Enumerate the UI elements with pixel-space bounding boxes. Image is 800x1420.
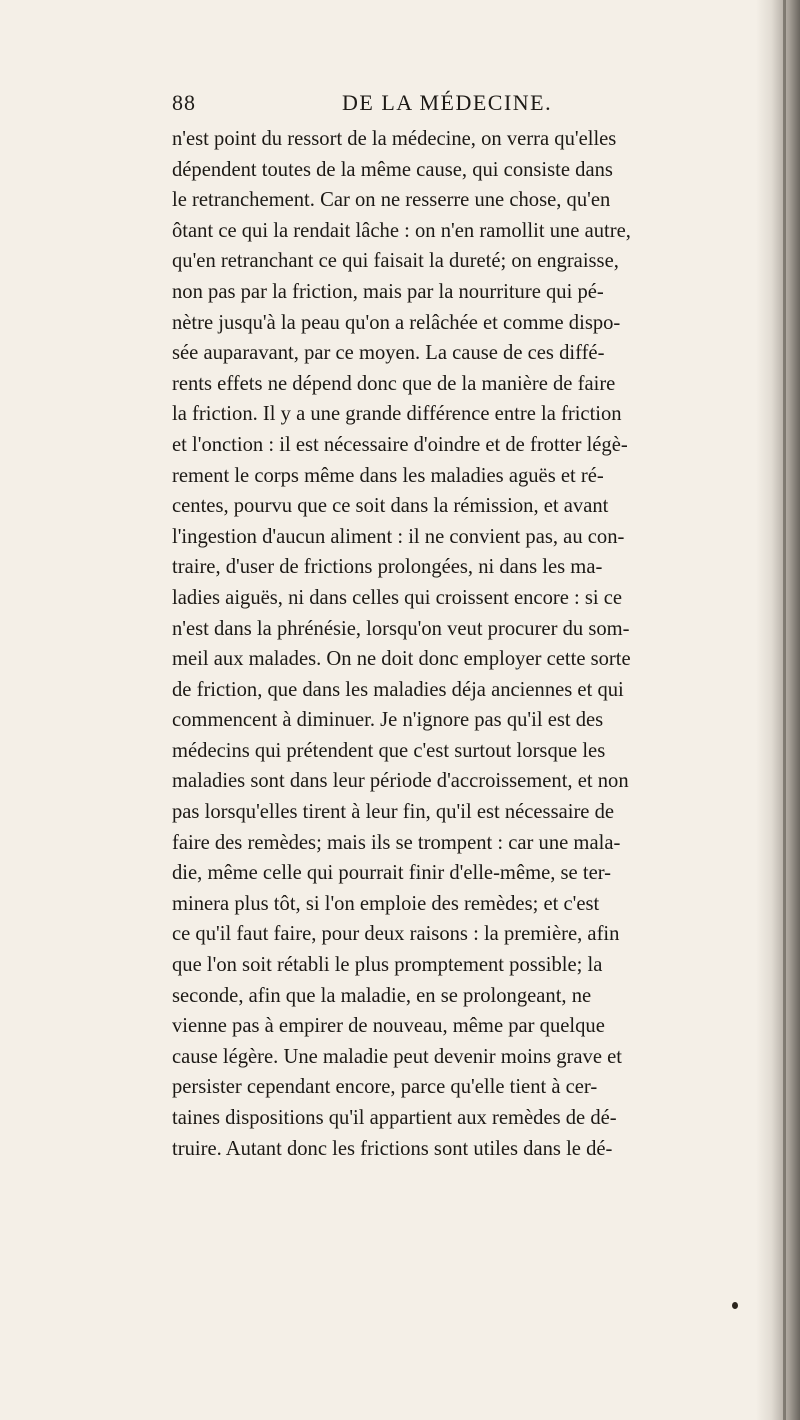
text-line: sée auparavant, par ce moyen. La cause de ces diffé- [172,342,605,365]
ink-speck [732,1302,738,1309]
text-line: ôtant ce qui la rendait lâche : on n'en ramollit une autre, [172,219,631,242]
text-line: ce qu'il faut faire, pour deux raisons : la première, afin [172,923,620,946]
text-line: truire. Autant donc les frictions sont utiles dans le dé- [172,1137,613,1160]
text-line: ladies aiguës, ni dans celles qui croissent encore : si ce [172,586,623,609]
text-line: que l'on soit rétabli le plus promptement possible; la [172,954,603,977]
text-line: taines dispositions qu'il appartient aux remèdes de dé- [172,1107,617,1129]
text-line: die, même celle qui pourrait finir d'elle-même, se ter- [172,862,612,885]
text-line: maladies sont dans leur période d'accroissement, et non [172,770,629,793]
text-line: nètre jusqu'à la peau qu'on a relâchée et comme dispo- [172,311,621,334]
text-line: la friction. Il y a une grande différence entre la friction [172,403,622,426]
text-line: persister cependant encore, parce qu'elle tient à cer- [172,1076,598,1099]
text-line: non pas par la friction, mais par la nourriture qui pé- [172,280,604,303]
page-number: 88 [172,90,196,115]
text-line: seconde, afin que la maladie, en se prolongeant, ne [172,984,592,1007]
binding-edge [783,0,786,1420]
text-line: cause légère. Une maladie peut devenir moins grave et [172,1045,623,1068]
text-line: l'ingestion d'aucun aliment : il ne convient pas, au con- [172,525,625,548]
text-line: traire, d'user de frictions prolongées, ni dans les ma- [172,556,603,579]
text-line: médecins qui prétendent que c'est surtout lorsque les [172,739,606,762]
text-line: le retranchement. Car on ne resserre une chose, qu'en [172,189,611,212]
text-line: dépendent toutes de la même cause, qui consiste dans [172,158,613,181]
running-title: DE LA MÉDECINE. [342,90,553,115]
text-line: rents effets ne dépend donc que de la manière de faire [172,372,616,395]
text-line: centes, pourvu que ce soit dans la rémission, et avant [172,495,609,518]
text-line: vienne pas à empirer de nouveau, même par quelque [172,1015,605,1038]
text-line: commencent à diminuer. Je n'ignore pas qu'il est des [172,709,604,732]
text-line: n'est point du ressort de la médecine, on verra qu'elles [172,128,617,150]
text-line: minera plus tôt, si l'on emploie des remèdes; et c'est [172,892,600,915]
text-line: qu'en retranchant ce qui faisait la dureté; on engraisse, [172,250,619,273]
text-line: rement le corps même dans les maladies aguës et ré- [172,464,604,487]
text-line: faire des remèdes; mais ils se trompent : car une mala- [172,831,621,854]
body-text [172,124,778,1164]
page-header [172,90,712,120]
text-line: n'est dans la phrénésie, lorsqu'on veut procurer du som- [172,617,630,640]
text-line: et l'onction : il est nécessaire d'oindre et de frotter légè- [172,433,628,456]
text-line: pas lorsqu'elles tirent à leur fin, qu'il est nécessaire de [172,801,615,824]
text-line: meil aux malades. On ne doit donc employer cette sorte [172,648,631,671]
text-line: de friction, que dans les maladies déja anciennes et qui [172,678,624,701]
